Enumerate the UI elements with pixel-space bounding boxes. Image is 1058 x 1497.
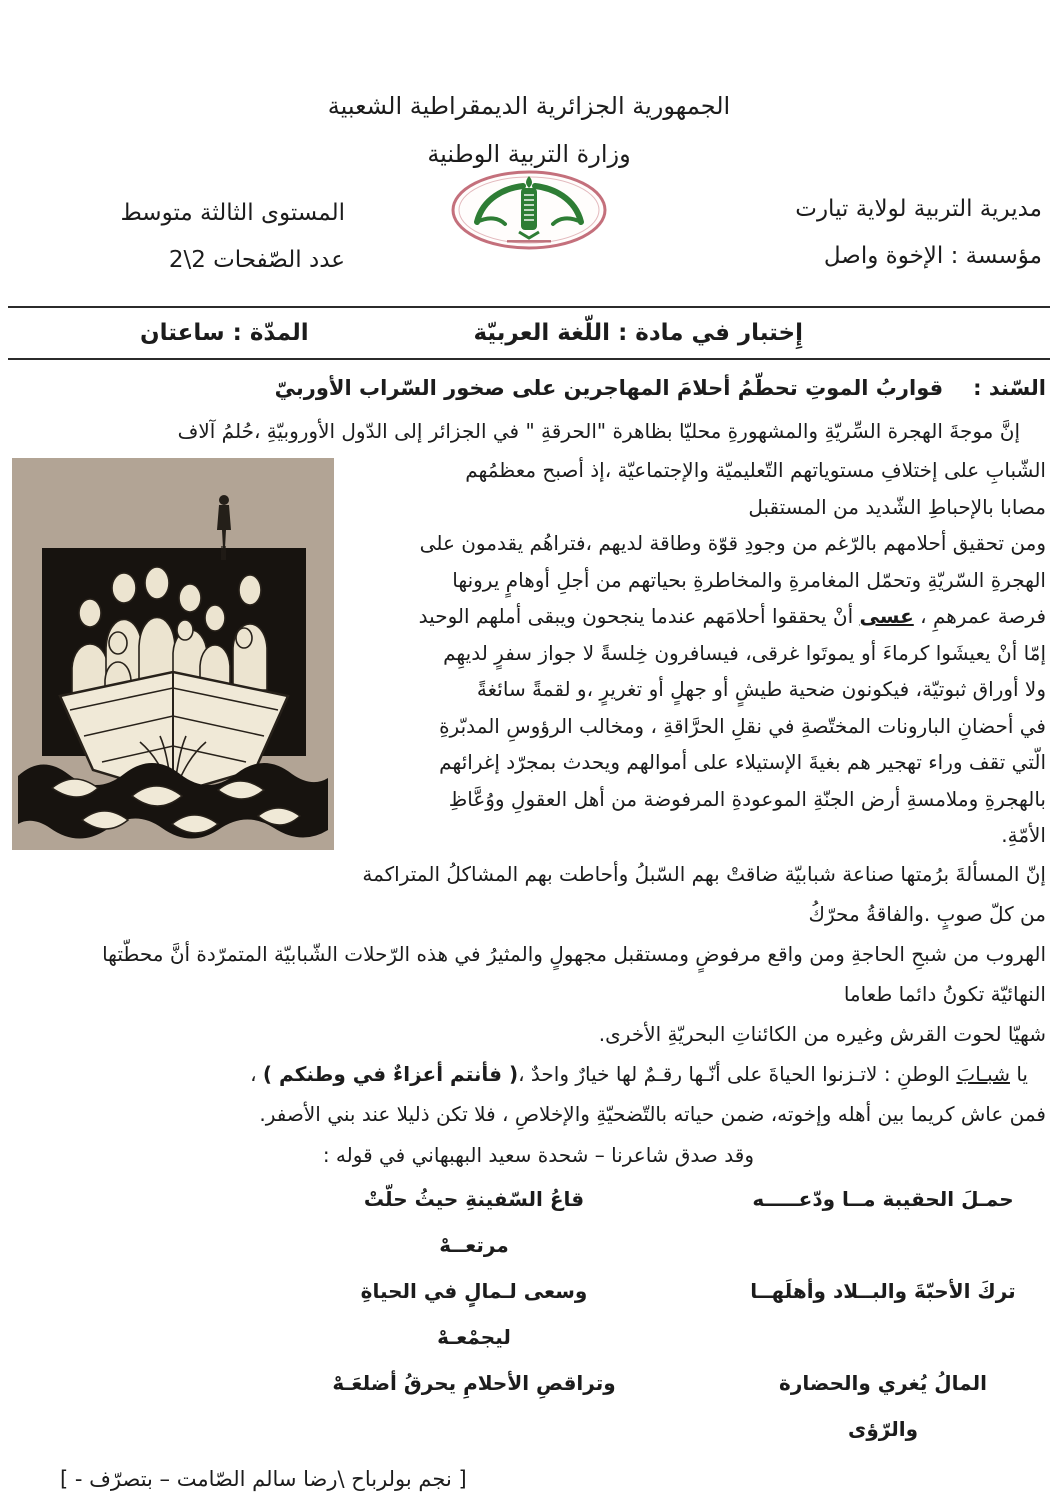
body-line: إمّا أنْ يعيشَوا كرماءَ أو يموتَوا غرقى، فيسافرون خِلسةً لا جواز سفرٍ لديهِم <box>443 640 1046 665</box>
line-segment: يا <box>1009 1061 1028 1086</box>
body-line: ولا أوراق ثبوتيّة، فيكونون ضحية طيشٍ أو جهلٍ أو تغريرٍ ،و لقمةً سائغةً <box>476 677 1046 701</box>
hemistich-second: وسعى لـمالٍ في الحياةِ ليجمْعـهْ <box>360 1278 588 1349</box>
directorate-line: مديرية التربية لولاية تيارت <box>795 196 1042 222</box>
sanad-label: السّند : <box>973 376 1046 400</box>
republic-title: الجمهورية الجزائرية الديمقراطية الشعبية <box>327 92 731 120</box>
institution-line: مؤسسة : الإخوة واصل <box>823 243 1042 269</box>
bold-phrase: ( فأنتم أعزاءٌ في وطنكم ) <box>262 1061 519 1086</box>
dignity-line: فمن عاش كريما بين أهله وإخوته، ضمن حياته بالتّضحيّةِ والإخلاصِ ، فلا تكن ذليلا عند بني الأصفر. <box>259 1101 1046 1126</box>
hemistich-gap <box>622 1176 742 1268</box>
poem-verse <box>12 1268 1046 1360</box>
body-line: إنّ المسألةَ برُمتها صناعة شبابيّة ضاقتْ بهم السّبلُ وأحاطت بهم المشاكلُ المتراكمة من كلّ صوبٍ .والفاقةُ محرّكُ <box>362 861 1046 926</box>
body-line: مصابا بالإحباطِ الشّديد من المستقبل <box>748 494 1046 519</box>
poem <box>12 1176 1046 1452</box>
hemistich-second: قاعُ السّفينةِ حيثُ حلّتْ مرتعــهْ <box>363 1186 585 1257</box>
ministry-title: وزارة التربية الوطنية <box>427 140 631 168</box>
hemistich-first: حمـلَ الحقيبة مــا ودّعـــــه <box>752 1186 1014 1211</box>
line-segment: الوطنِ : لاتـزنوا الحياةَ على أنّـها رقـمٌ لها خيارٌ واحدٌ ، <box>518 1061 957 1086</box>
underlined-word: شبـابَ <box>956 1061 1010 1086</box>
paragraph-intro-line: إنَّ موجةَ الهجرة السِّريّةِ والمشهورةِ محليّا بظاهرة "الحرقةِ " في الجزائر إلى الدّول الأوروبيّةِ ،حُلمُ آلاف <box>177 419 1020 443</box>
pages-count-line: عدد الصّفحات 2\2 <box>168 247 345 273</box>
poem-verse <box>12 1176 1046 1268</box>
body-line: في أحضانِ البارونات المختّصةِ في نقلِ الحرَّاقةِ ، ومخالب الرؤوسِ المدبّرةِ <box>439 713 1046 738</box>
body-line: الأمّةِ. <box>1001 823 1046 847</box>
sea-waves <box>18 763 328 839</box>
migrants-boat-illustration <box>12 458 334 850</box>
source-attribution: [ نجم بولرباح \رضا سالم الصّامت – بتصرّف - ] <box>60 1466 467 1491</box>
body-line: الشّبابِ على إختلافِ مستوياتهم التّعليميّة والإجتماعيّة ،إذ أصبح معظمُهم <box>465 458 1046 482</box>
line-segment: فرصة عمرهمِ ، <box>913 604 1046 628</box>
sanad-title: قواربُ الموتِ تحطّمُ أحلامَ المهاجرين على صخور السّراب الأوربيّ <box>274 376 944 400</box>
hemistich-first: المالُ يُغري والحضارة والرّؤى <box>779 1370 987 1441</box>
body-line: شهيّا لحوت القرش وغيره من الكائناتِ البحريّةِ الأخرى. <box>598 1021 1046 1046</box>
ministry-emblem-icon <box>449 168 609 252</box>
body-line: الهجرةِ السّريّةِ وتحمّل المغامرةِ والمخاطرةِ بحياتهم من أجلِ أوهامٍ يرونها <box>452 567 1046 592</box>
body-line: الهروب من شبحِ الحاجةِ ومن واقع مرفوضٍ ومستقبل مجهولٍ والمثيرُ في هذه الرّحلات الشّبابيّة المتمرّدة أنَّ محطّتها <box>102 941 1046 966</box>
exam-text-body <box>12 366 1046 1497</box>
youth-appeal-line <box>12 1054 1046 1094</box>
poem-verse <box>12 1360 1046 1452</box>
level-line: المستوى الثالثة متوسط <box>120 200 345 226</box>
line-segment: أنْ يحققوا أحلامَهم عندما ينجحون ويبقى أملهم الوحيد <box>418 604 860 628</box>
line-segment: ، <box>250 1061 263 1086</box>
exam-subject: إِختبار في مادة : اللّغة العربيّة <box>473 320 803 346</box>
poet-intro-line: وقد صدق شاعرنا – شحدة سعيد البهبهاني في قوله : <box>322 1142 754 1167</box>
hemistich-second: وتراقصِ الأحلامِ يحرقُ أضلعَـهْ <box>332 1370 616 1395</box>
support-text-heading <box>12 366 1046 410</box>
exam-title-bar <box>8 306 1050 360</box>
body-line: النهائيّة تكونُ دائما طعاما <box>843 981 1046 1006</box>
emphasized-word: عسى <box>859 604 914 628</box>
hemistich-gap <box>622 1268 742 1360</box>
hemistich-first: تركَ الأحبّةَ والبــلاد وأهلَهــا <box>750 1278 1016 1303</box>
body-line: ومن تحقيق أحلامهم بالرّغم من وجودِ قوّة وطاقة لديهم ،فتراهُم يقدمون على <box>419 531 1046 555</box>
exam-duration: المدّة : ساعتان <box>140 320 309 346</box>
body-line: بالهجرةِ وملامسةِ أرض الجنّةِ الموعودةِ المرفوضة من أهل العقولِ ووُعَّاظِ <box>448 786 1046 811</box>
body-line: الّتي تقف وراء تهجير هم بغيةَ الإستيلاء على أموالهم ويحدث بمجرّد إغرائهم <box>439 750 1046 774</box>
hemistich-gap <box>622 1360 742 1452</box>
